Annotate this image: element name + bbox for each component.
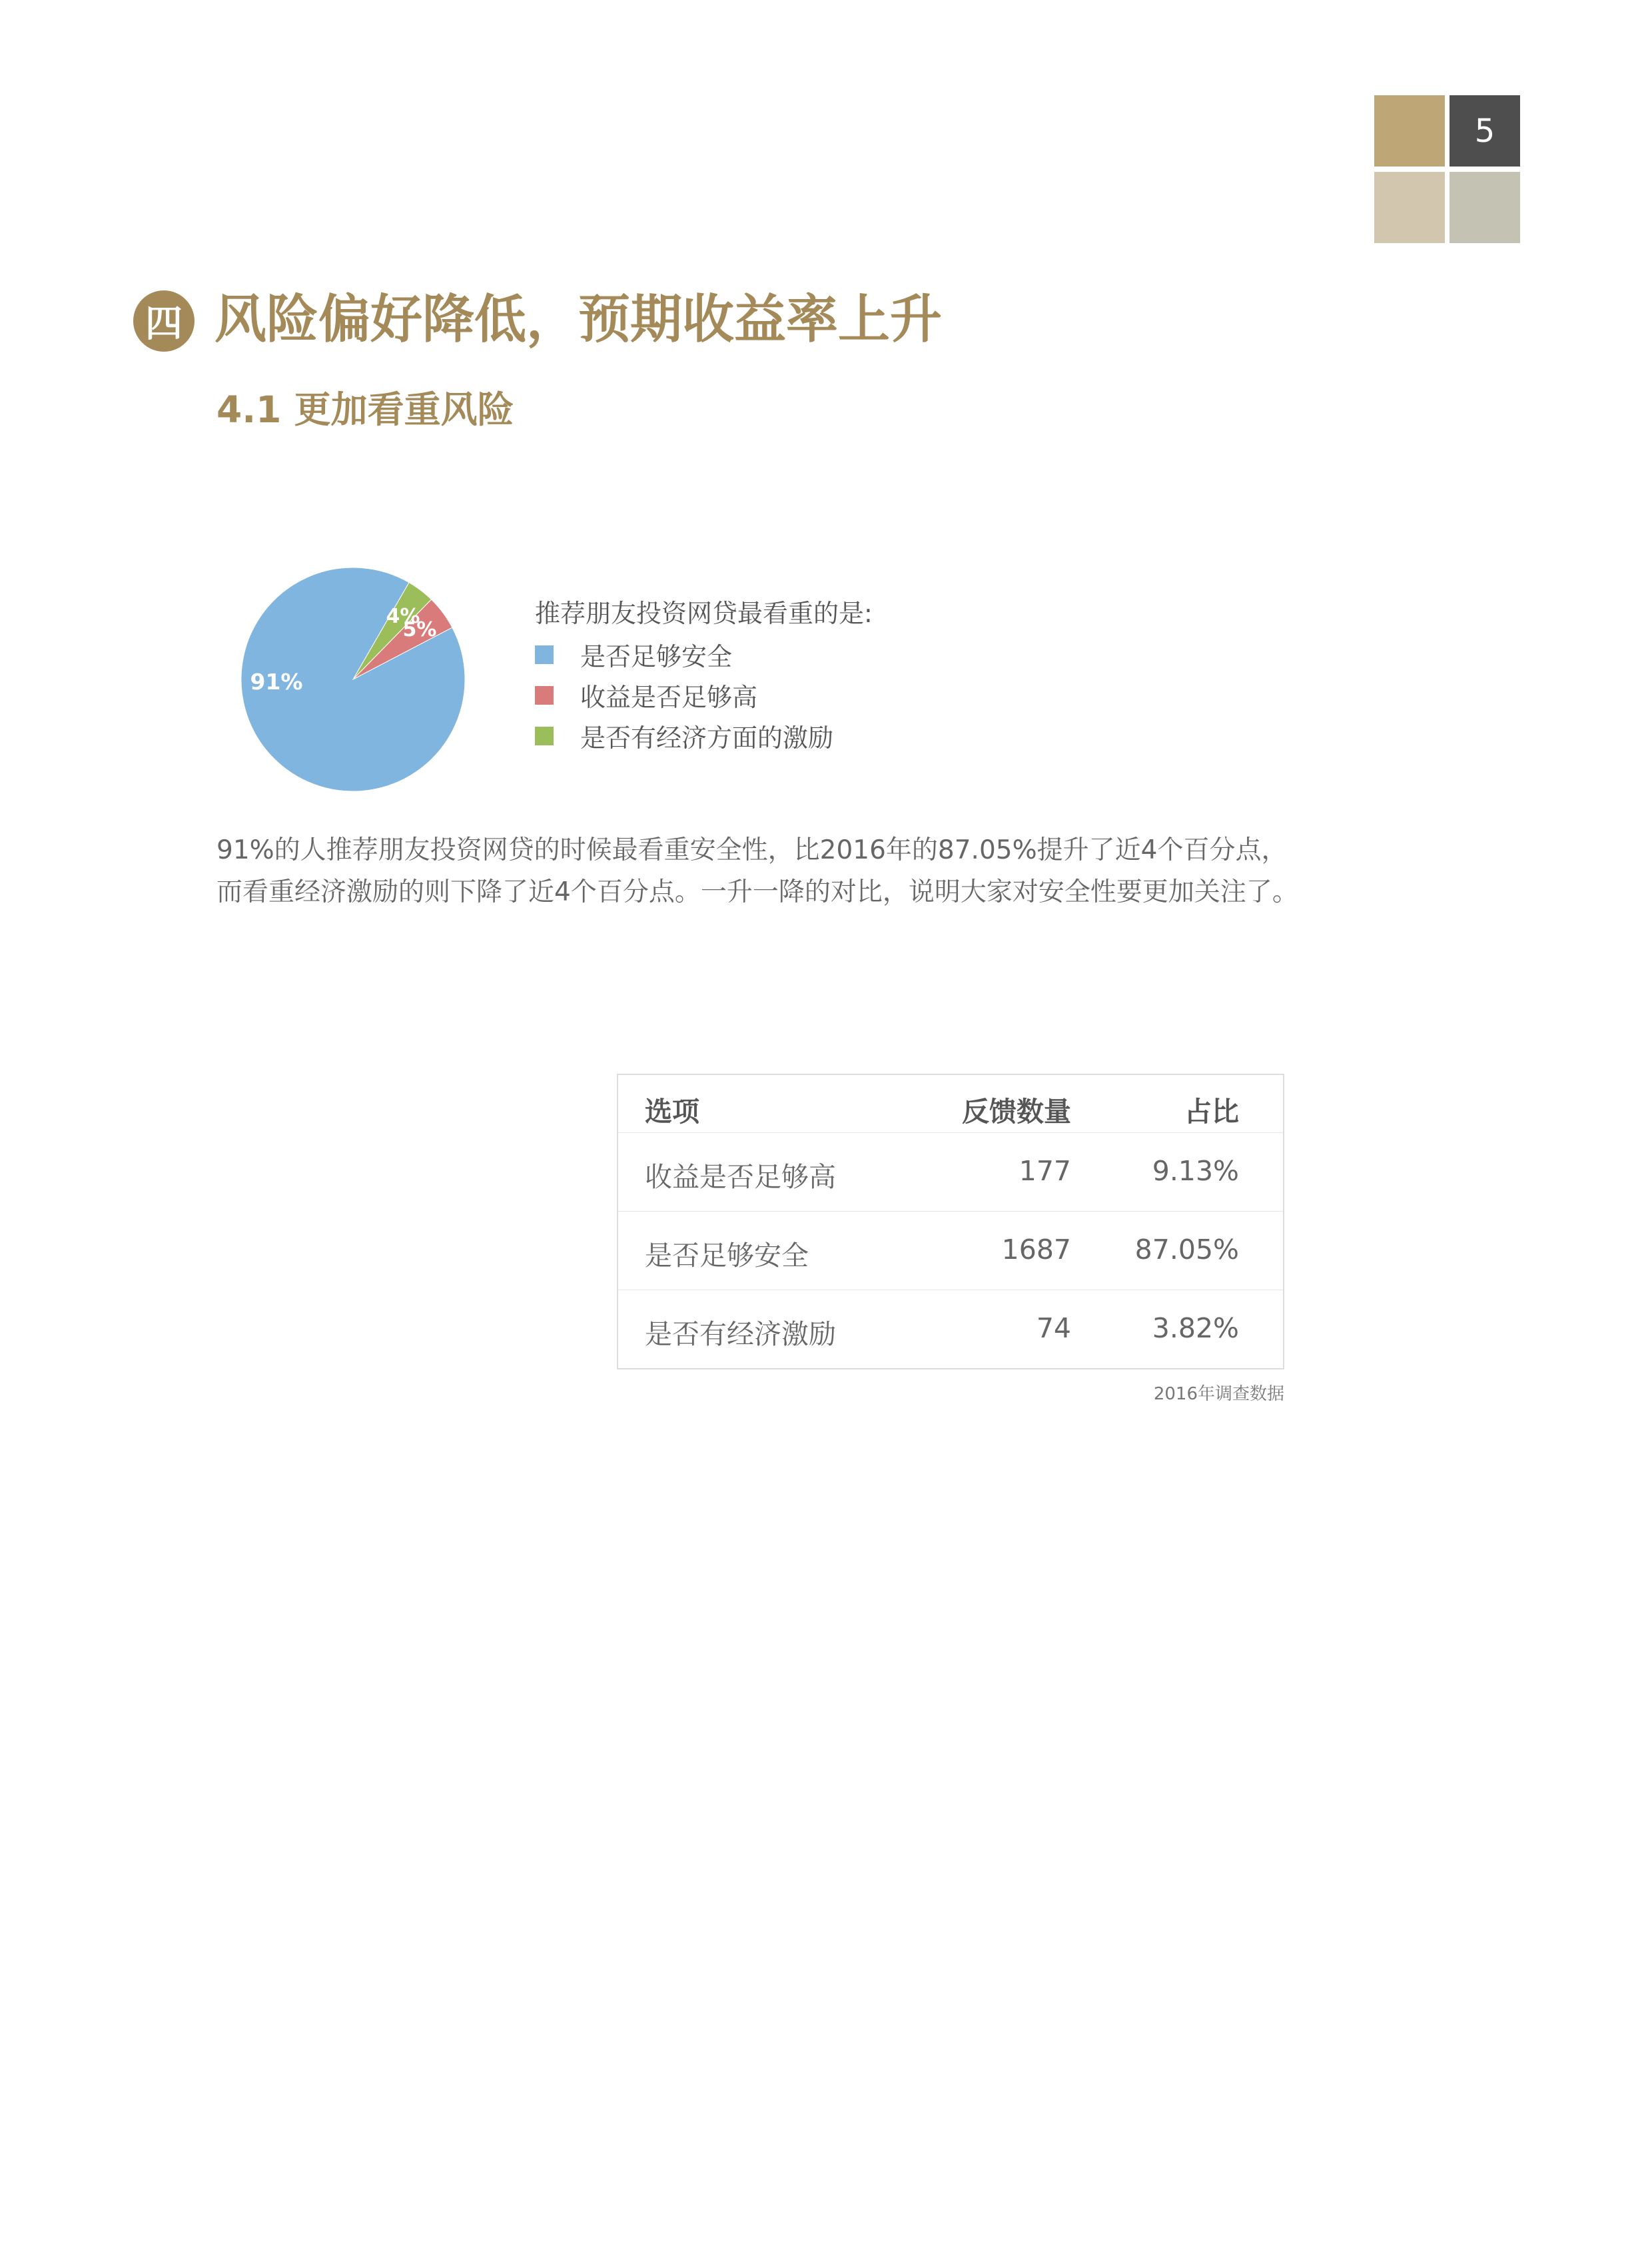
pie-data-label: 91% [250, 669, 303, 695]
table-cell: 3.82% [1152, 1312, 1239, 1344]
table-cell: 9.13% [1152, 1155, 1239, 1187]
section-subtitle: 4.1 更加看重风险 [216, 388, 514, 431]
decor-block-gray [1449, 172, 1520, 243]
table-row [618, 1290, 1283, 1368]
table-cell: 74 [1036, 1312, 1071, 1344]
table-row [618, 1132, 1283, 1212]
data-table [617, 1074, 1284, 1369]
table-cell: 是否足够安全 [645, 1240, 809, 1272]
legend-label: 收益是否足够高 [580, 683, 758, 712]
legend-swatch [535, 645, 554, 664]
decor-block-beige [1374, 172, 1445, 243]
table-cell: 177 [1019, 1155, 1071, 1187]
decor-block-gold [1374, 95, 1445, 167]
legend-item [535, 677, 757, 713]
pie-data-label: 4% [386, 605, 420, 628]
legend-label: 是否足够安全 [580, 642, 733, 671]
legend-item [535, 636, 732, 673]
pie-data-label: 5% [402, 618, 437, 641]
body-paragraph: 91%的人推荐朋友投资网贷的时候最看重安全性，比2016年的87.05%提升了近4个百分点，而看重经济激励的则下降了近4个百分点。一升一降的对比，说明大家对安全性要更加关注了。 [216, 835, 1298, 907]
table-cell: 1687 [1001, 1234, 1071, 1266]
table-cell: 87.05% [1134, 1234, 1239, 1266]
legend-item [535, 717, 833, 754]
legend-swatch [535, 686, 554, 705]
table-header-row [618, 1075, 1283, 1133]
table-header-cell: 选项 [645, 1096, 699, 1128]
legend-title: 推荐朋友投资网贷最看重的是: [535, 599, 873, 628]
table-header-cell: 占比 [1184, 1096, 1239, 1128]
table-cell: 收益是否足够高 [645, 1161, 836, 1193]
pie-chart [236, 563, 470, 796]
legend-swatch [535, 727, 554, 745]
section-title: 风险偏好降低，预期收益率上升 [214, 290, 943, 350]
table-note: 2016年调查数据 [1153, 1384, 1284, 1404]
table-header-cell: 反馈数量 [962, 1096, 1071, 1128]
section-number-badge: 四 [133, 290, 195, 352]
table-row [618, 1211, 1283, 1290]
table-cell: 是否有经济激励 [645, 1318, 836, 1350]
legend-label: 是否有经济方面的激励 [580, 723, 834, 753]
page-number: 5 [1449, 95, 1520, 167]
